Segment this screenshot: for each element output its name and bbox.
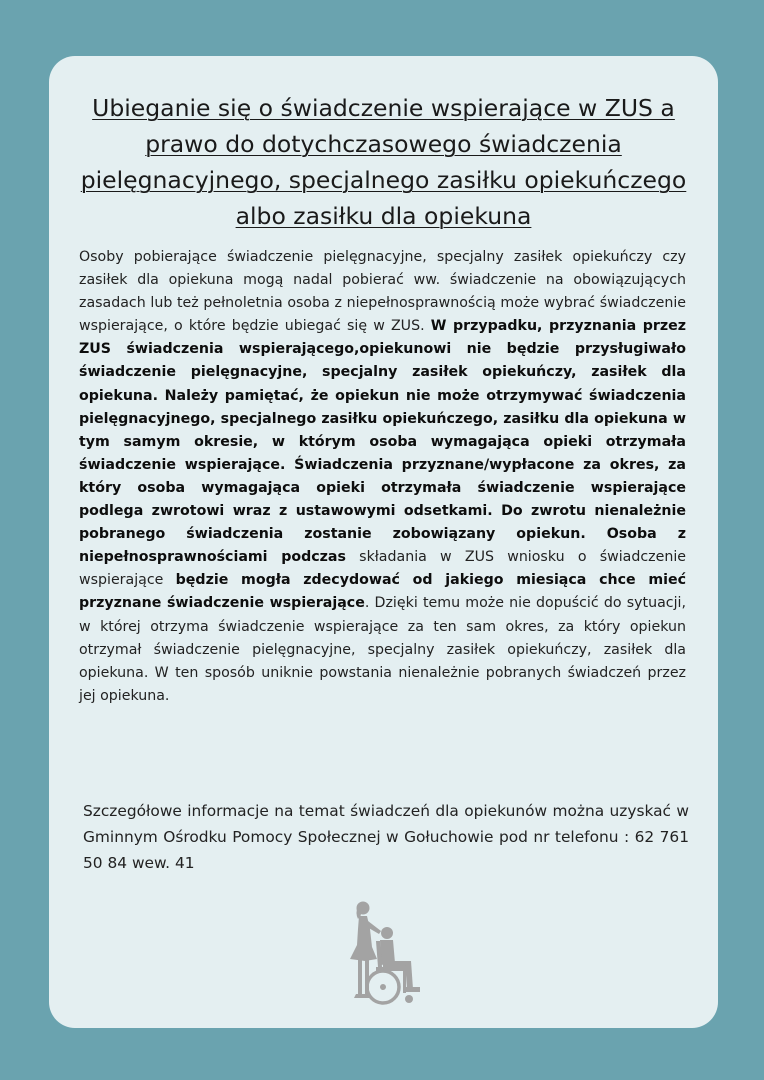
paragraph-part-4-bold: będzie mogła zdecydować od jakiego miesiąca chce mieć przyznane świadczenie wspierające [79,572,686,612]
contact-info: Szczegółowe informacje na temat świadczeń dla opiekunów można uzyskać w Gminnym Ośrodku Pomocy Społecznej w Gołuchowie pod nr telefonu : 62 761 50 84 wew. 41 [83,802,689,872]
main-paragraph [79,246,686,708]
paragraph-part-3: składania w ZUS wniosku o świadczenie wspierające [79,549,686,589]
paragraph-part-2-bold: W przypadku, przyznania przez ZUS świadczenia wspierającego,opiekunowi nie będzie przysługiwało świadczenie pielęgnacyjne, specjalny zasiłek opiekuńczy, zasiłek dla opiekuna. Należy pamiętać, że opiekun nie może otrzymywać świadczenia pielęgnacyjnego, specjalnego zasiłku opiekuńczego, zasiłku dla opiekuna w tym samym okresie, w którym osoba wymagająca opieki otrzymała świadczenie wspierające. Świadczenia przyznane/wypłacone za okres, za który osoba wymagająca opieki otrzymała świadczenie wspierające podlega zwrotowi wraz z ustawowymi odsetkami. Do zwrotu nienależnie pobranego świadczenia zostanie zobowiązany opiekun. Osoba z niepełnosprawnościami podczas [79,318,687,566]
paragraph-part-5: . Dzięki temu może nie dopuścić do sytuacji, w której otrzyma świadczenie wspierające za ten sam okres, za który opiekun otrzymał świadczenie pielęgnacyjne, specjalny zasiłek opiekuńczy, zasiłek dla opiekuna. W ten sposób uniknie powstania nienależnie pobranych świadczeń przez jej opiekuna. [79,595,686,704]
paragraph-part-1: Osoby pobierające świadczenie pielęgnacyjne, specjalny zasiłek opiekuńczy czy zasiłek dla opiekuna mogą nadal pobierać ww. świadczenie na obowiązujących zasadach lub też pełnoletnia osoba z niepełnosprawnością może wybrać świadczenie wspierające, o które będzie ubiegać się w ZUS. [79,249,686,335]
content-card [49,56,718,1028]
caregiver-with-wheelchair-icon [345,899,425,1007]
page-title: Ubieganie się o świadczenie wspierające w ZUS a prawo do dotychczasowego świadczenia pielęgnacyjnego, specjalnego zasiłku opiekuńczego albo zasiłku dla opiekuna [80,94,687,230]
